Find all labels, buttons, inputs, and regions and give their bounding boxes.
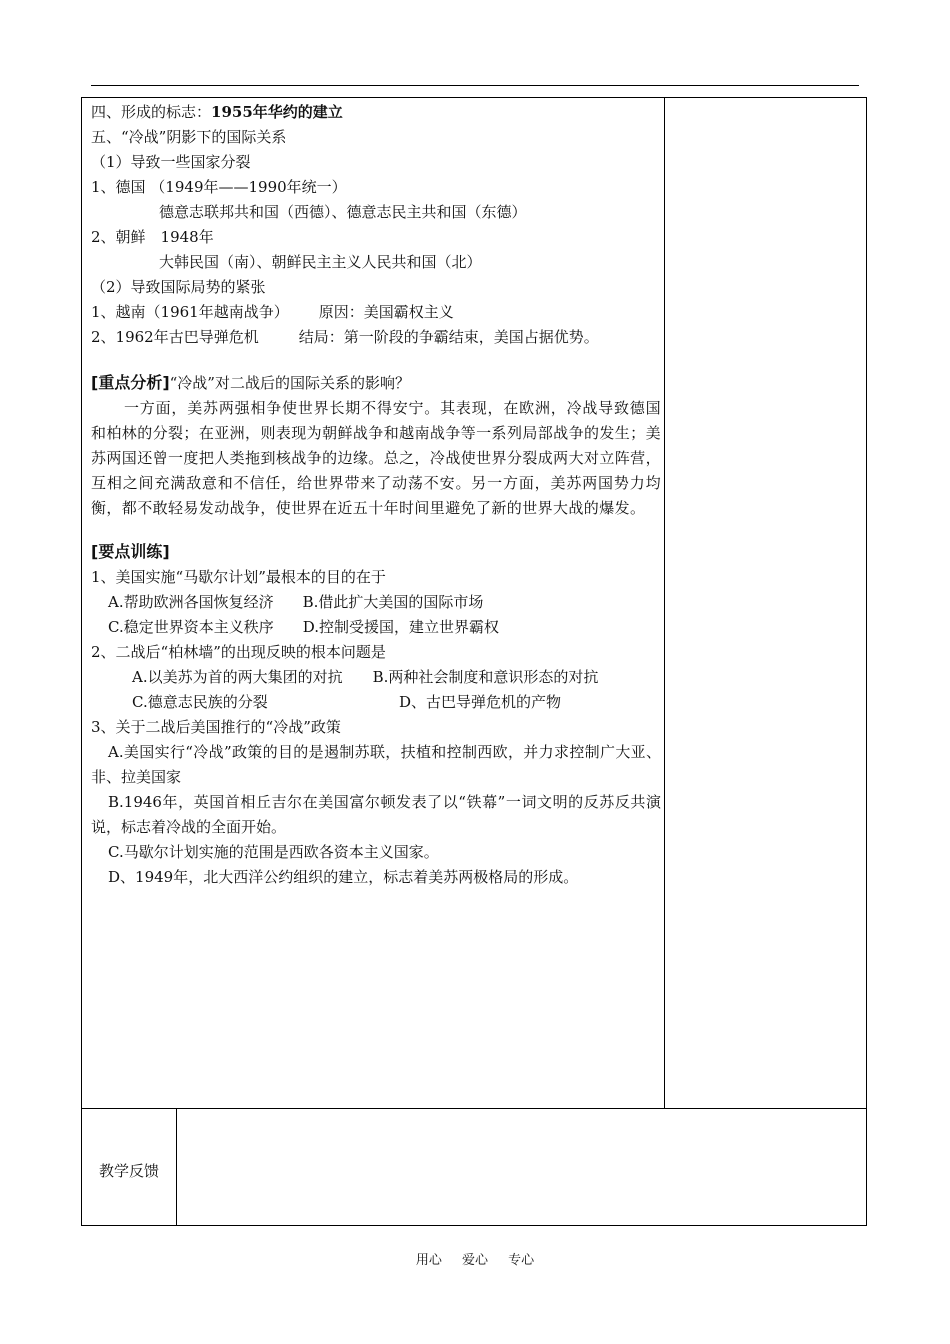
analysis-question: “冷战”对二战后的国际关系的影响？ bbox=[169, 374, 410, 392]
option: B.借此扩大美国的国际市场 bbox=[302, 593, 484, 611]
outline-text: 结局：第一阶段的争霸结束，美国占据优势。 bbox=[298, 328, 599, 346]
feedback-divider bbox=[176, 1108, 177, 1226]
option: A.帮助欧洲各国恢复经济 bbox=[108, 593, 274, 611]
question-2-stem: 2、二战后“柏林墙”的出现反映的根本问题是 bbox=[91, 643, 386, 661]
analysis-body: 一方面，美苏两强相争使世界长期不得安宁。其表现，在欧洲，冷战导致德国和柏林的分裂；在亚洲，则表现为朝鲜战争和越南战争等一系列局部战争的发生；美苏两国还曾一度把人类拖到核战争的边缘。总之，冷战使世界分裂成两大对立阵营，互相之间充满敌意和不信任，给世界带来了动荡不安。另一方面，美苏两国势力均衡，都不敢轻易发动战争，使世界在近五十年时间里避免了新的世界大战的爆发。 bbox=[91, 399, 661, 517]
option: A.以美苏为首的两大集团的对抗 bbox=[132, 668, 343, 686]
outline-text: 原因：美国霸权主义 bbox=[318, 303, 454, 321]
page-footer bbox=[0, 1249, 950, 1268]
outline-text: 1、越南（1961年越南战争） bbox=[91, 303, 289, 321]
outline-line-7: 大韩民国（南）、朝鲜民主主义人民共和国（北） bbox=[159, 253, 482, 271]
option: D.控制受援国，建立世界霸权 bbox=[302, 618, 499, 636]
row-divider bbox=[81, 1108, 867, 1109]
outline-bold-text: 1955年华约的建立 bbox=[211, 103, 343, 121]
outline-text: 四、形成的标志： bbox=[91, 103, 212, 121]
question-3-option-b: B.1946年，英国首相丘吉尔在美国富尔顿发表了以“铁幕”一词文明的反苏反共演说，标志着冷战的全面开始。 bbox=[91, 793, 661, 836]
outline-line-2: 五、“冷战”阴影下的国际关系 bbox=[91, 128, 287, 146]
outline-line-10 bbox=[91, 325, 661, 350]
column-divider bbox=[664, 97, 665, 1108]
outline-text: 2、1962年古巴导弹危机 bbox=[91, 328, 259, 346]
question-3-option-c: C.马歇尔计划实施的范围是西欧各资本主义国家。 bbox=[108, 843, 439, 861]
section-title: [要点训练] bbox=[91, 542, 170, 561]
outline-line-9 bbox=[91, 300, 661, 325]
question-3-option-a: A.美国实行“冷战”政策的目的是遏制苏联，扶植和控制西欧，并力求控制广大亚、非、拉美国家 bbox=[91, 743, 661, 786]
header-rule bbox=[91, 85, 859, 86]
question-2-options-row-2 bbox=[91, 690, 661, 715]
question-1-options-row-2 bbox=[91, 615, 661, 640]
outline-line-4: 1、德国 （1949年——1990年统一） bbox=[91, 178, 347, 196]
outline-line-1 bbox=[91, 100, 661, 125]
teaching-feedback-label: 教学反馈 bbox=[98, 1162, 159, 1180]
question-1-stem: 1、美国实施“马歇尔计划”最根本的目的在于 bbox=[91, 568, 386, 586]
section-title: [重点分析] bbox=[91, 373, 170, 392]
outline-line-5: 德意志联邦共和国（西德）、德意志民主共和国（东德） bbox=[159, 203, 527, 221]
analysis-heading bbox=[91, 370, 661, 396]
option: B.两种社会制度和意识形态的对抗 bbox=[372, 668, 599, 686]
outline-line-3: （1）导致一些国家分裂 bbox=[91, 153, 251, 171]
option: C.德意志民族的分裂 bbox=[132, 693, 268, 711]
main-content bbox=[91, 100, 661, 890]
outline-line-6: 2、朝鲜 1948年 bbox=[91, 228, 214, 246]
outline-line-8: （2）导致国际局势的紧张 bbox=[91, 278, 266, 296]
footer-text: 爱心 bbox=[461, 1253, 488, 1268]
option: C.稳定世界资本主义秩序 bbox=[108, 618, 274, 636]
training-heading bbox=[91, 539, 661, 565]
question-3-option-d: D、1949年，北大西洋公约组织的建立，标志着美苏两极格局的形成。 bbox=[108, 868, 579, 886]
footer-text: 用心 bbox=[415, 1253, 442, 1268]
question-3-stem: 3、关于二战后美国推行的“冷战”政策 bbox=[91, 718, 341, 736]
footer-text: 专心 bbox=[508, 1253, 535, 1268]
question-2-options-row-1 bbox=[91, 665, 661, 690]
question-1-options-row-1 bbox=[91, 590, 661, 615]
option: D、古巴导弹危机的产物 bbox=[399, 693, 562, 711]
